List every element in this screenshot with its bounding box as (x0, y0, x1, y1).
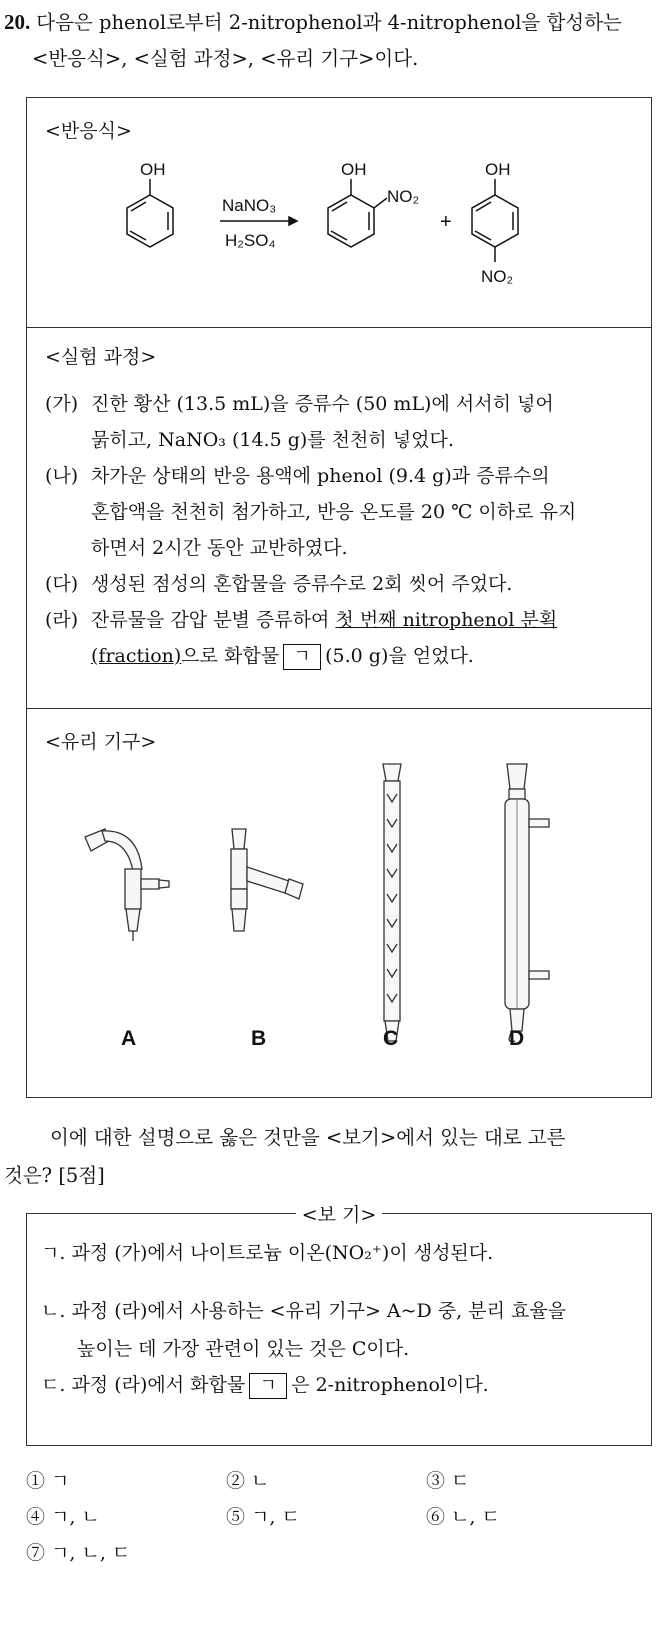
option-4[interactable]: ④ ㄱ, ㄴ (26, 1506, 100, 1528)
bogi-mark: ㄷ. (41, 1374, 66, 1396)
glassware-label-a: A (121, 1027, 137, 1050)
question-intro-line1: 다음은 phenol로부터 2-nitrophenol과 4-nitrophenol을 합성하는 (36, 11, 622, 34)
underlined-fraction: (fraction) (91, 645, 182, 667)
procedure-step-ga (45, 386, 637, 458)
reagent-h2so4: H₂SO₄ (225, 231, 276, 250)
bogi-text: 과정 (가)에서 나이트로늄 이온(NO₂⁺)이 생성된다. (71, 1242, 494, 1264)
question-number: 20. (4, 10, 31, 34)
reaction-scheme (27, 98, 651, 328)
bogi-text: 높이는 데 가장 관련이 있는 것은 C이다. (77, 1338, 410, 1360)
plus-sign: + (440, 211, 452, 233)
passage-box (26, 97, 652, 1098)
step-label: (나) (45, 465, 79, 487)
bogi-box (26, 1204, 652, 1446)
step-text: 잔류물을 감압 분별 증류하여 (91, 609, 336, 631)
no2-product2: NO₂ (481, 267, 514, 286)
no2-product1: NO₂ (387, 187, 420, 206)
option-7[interactable]: ⑦ ㄱ, ㄴ, ㄷ (26, 1542, 131, 1564)
compound-box: ㄱ (249, 1373, 287, 1399)
glassware-section (27, 709, 651, 1097)
option-2[interactable]: ② ㄴ (226, 1470, 270, 1492)
question-intro-line2: <반응식>, <실험 과정>, <유리 기구>이다. (32, 47, 419, 70)
step-text: (5.0 g)을 얻었다. (325, 645, 474, 667)
step-text: 진한 황산 (13.5 mL)을 증류수 (50 mL)에 서서히 넣어 (91, 393, 554, 415)
glassware-b (231, 829, 303, 931)
procedure-section (27, 328, 651, 709)
phenol-ring (127, 195, 173, 247)
oh-product2: OH (485, 160, 511, 179)
bogi-mark: ㄴ. (41, 1300, 66, 1322)
prompt-line1: 이에 대한 설명으로 옳은 것만을 <보기>에서 있는 대로 고른 (50, 1126, 566, 1149)
prompt-line2: 것은? [5점] (4, 1164, 105, 1187)
step-text: 으로 화합물 (181, 645, 280, 667)
glassware-a (85, 829, 169, 941)
underlined-fraction: 첫 번째 nitrophenol 분획 (335, 609, 558, 631)
option-5[interactable]: ⑤ ㄱ, ㄷ (226, 1506, 300, 1528)
bogi-text: 은 2-nitrophenol이다. (291, 1374, 489, 1396)
step-label: (다) (45, 573, 79, 595)
para-nitrophenol-ring (472, 195, 518, 247)
glassware-label-d: D (509, 1027, 525, 1050)
bogi-text: 과정 (라)에서 사용하는 <유리 기구> A~D 중, 분리 효율을 (71, 1300, 567, 1322)
step-text: 생성된 점성의 혼합물을 증류수로 2회 씻어 주었다. (91, 573, 513, 595)
question-prompt (4, 1119, 654, 1195)
procedure-step-na (45, 458, 637, 566)
oh-product1: OH (341, 160, 367, 179)
bogi-item-nieun (41, 1292, 641, 1368)
step-text: 하면서 2시간 동안 교반하였다. (91, 537, 348, 559)
reagent-nano3: NaNO₃ (222, 196, 277, 215)
reaction-section (27, 98, 651, 328)
step-text: 혼합액을 천천히 첨가하고, 반응 온도를 20 ℃ 이하로 유지 (91, 501, 577, 523)
procedure-title: <실험 과정> (45, 346, 157, 368)
compound-box: ㄱ (283, 644, 321, 670)
option-6[interactable]: ⑥ ㄴ, ㄷ (426, 1506, 500, 1528)
option-1[interactable]: ① ㄱ (26, 1470, 70, 1492)
oh-reactant: OH (140, 160, 166, 179)
option-3[interactable]: ③ ㄷ (426, 1470, 470, 1492)
step-label: (가) (45, 393, 79, 415)
bogi-text: 과정 (라)에서 화합물 (71, 1374, 246, 1396)
glassware-label-c: C (383, 1027, 399, 1050)
ortho-nitrophenol-ring (328, 195, 374, 247)
bogi-item-giyeok (41, 1234, 641, 1272)
step-label: (라) (45, 609, 79, 631)
procedure-step-ra (45, 602, 637, 674)
glassware-label-b: B (251, 1027, 267, 1050)
reaction-title: <반응식> (45, 120, 132, 142)
bogi-mark: ㄱ. (41, 1242, 66, 1264)
step-text: 묽히고, NaNO₃ (14.5 g)를 천천히 넣었다. (91, 429, 454, 451)
step-text: 차가운 상태의 반응 용액에 phenol (9.4 g)과 증류수의 (91, 465, 550, 487)
glassware-d (505, 764, 549, 1042)
question-header (4, 4, 664, 77)
bogi-item-digeut (41, 1366, 641, 1404)
bogi-title: <보 기> (296, 1204, 383, 1226)
procedure-step-da (45, 566, 637, 602)
glassware-c (383, 764, 401, 1041)
glassware-title: <유리 기구> (45, 731, 157, 753)
